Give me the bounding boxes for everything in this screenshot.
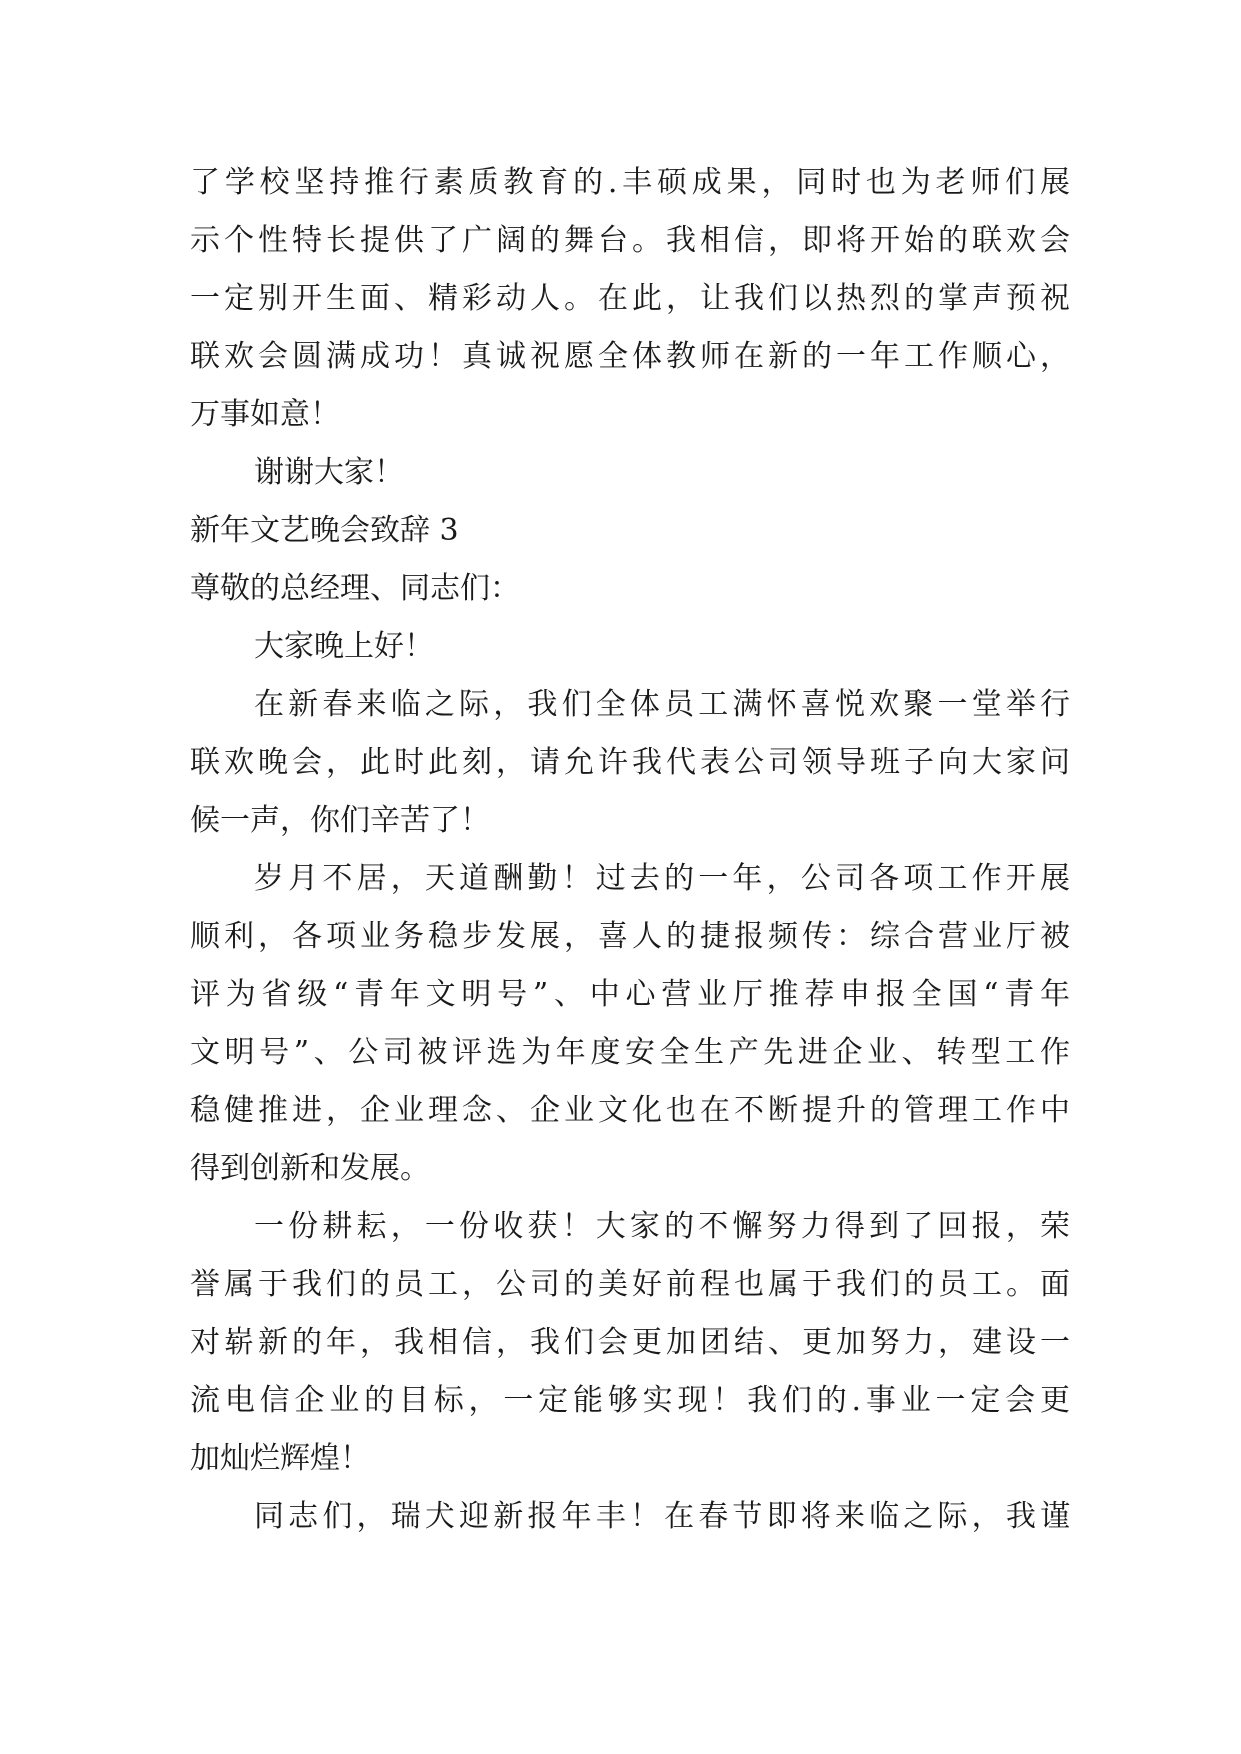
text-line: 联欢晚会，此时此刻，请允许我代表公司领导班子向大家问 [190,745,1070,780]
greeting: 大家晚上好！ [254,629,434,664]
text-line: 评为省级“青年文明号”、中心营业厅推荐申报全国“青年 [190,977,1070,1012]
text-line: 同志们，瑞犬迎新报年丰！在春节即将来临之际，我谨 [254,1499,1070,1534]
text-line: 加灿烂辉煌！ [190,1441,370,1476]
text-line: 了学校坚持推行素质教育的.丰硕成果，同时也为老师们展 [190,165,1070,200]
text-line: 万事如意！ [190,397,340,432]
text-line: 流电信企业的目标，一定能够实现！我们的.事业一定会更 [190,1383,1070,1418]
text-line: 在新春来临之际，我们全体员工满怀喜悦欢聚一堂举行 [254,687,1070,722]
text-line: 联欢会圆满成功！真诚祝愿全体教师在新的一年工作顺心， [190,339,1070,374]
text-line: 示个性特长提供了广阔的舞台。我相信，即将开始的联欢会 [190,223,1070,258]
text-line: 得到创新和发展。 [190,1151,430,1186]
text-line: 稳健推进，企业理念、企业文化也在不断提升的管理工作中 [190,1093,1070,1128]
text-line: 文明号”、公司被评选为年度安全生产先进企业、转型工作 [190,1035,1070,1070]
text-line: 候一声，你们辛苦了！ [190,803,490,838]
section-title: 新年文艺晚会致辞 3 [190,513,459,548]
salutation: 尊敬的总经理、同志们： [190,571,520,606]
text-line: 誉属于我们的员工，公司的美好前程也属于我们的员工。面 [190,1267,1070,1302]
closing-thanks: 谢谢大家！ [254,455,404,490]
text-line: 一定别开生面、精彩动人。在此，让我们以热烈的掌声预祝 [190,281,1070,316]
text-line: 对崭新的年，我相信，我们会更加团结、更加努力，建设一 [190,1325,1070,1360]
text-line: 顺利，各项业务稳步发展，喜人的捷报频传：综合营业厅被 [190,919,1070,954]
text-line: 一份耕耘，一份收获！大家的不懈努力得到了回报，荣 [254,1209,1070,1244]
text-line: 岁月不居，天道酬勤！过去的一年，公司各项工作开展 [254,861,1070,896]
